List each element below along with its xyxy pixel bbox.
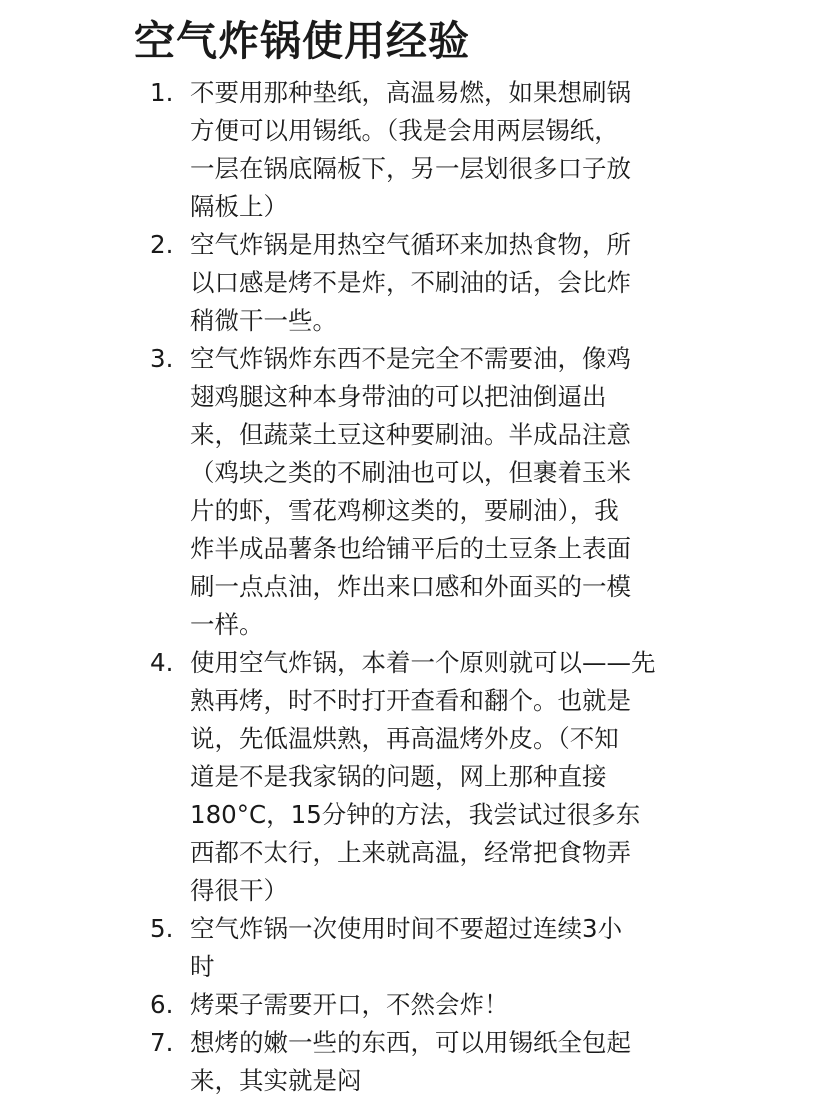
list-item-text <box>190 910 690 986</box>
text-line: 片的虾，雪花鸡柳这类的，要刷油），我 <box>190 496 619 525</box>
list-item-text <box>190 226 690 340</box>
text-line: 时 <box>190 952 215 981</box>
list-item-4 <box>150 644 690 910</box>
list-item-5 <box>150 910 690 986</box>
text-line: 方便可以用锡纸。（我是会用两层锡纸， <box>190 116 619 145</box>
list-item-7 <box>150 1024 690 1100</box>
text-line: 180°C，15分钟的方法，我尝试过很多东 <box>190 800 641 829</box>
text-line: 得很干） <box>190 876 288 905</box>
list-number: 2. <box>150 230 174 259</box>
text-line: 炸半成品薯条也给铺平后的土豆条上表面 <box>190 534 631 563</box>
text-line: 西都不太行，上来就高温，经常把食物弄 <box>190 838 631 867</box>
list-item-2 <box>150 226 690 340</box>
list-number: 3. <box>150 344 174 373</box>
list-item-text <box>190 644 690 910</box>
list-item-6 <box>150 986 690 1024</box>
list-number: 5. <box>150 914 174 943</box>
text-line: 空气炸锅一次使用时间不要超过连续3小 <box>190 914 623 943</box>
list-item-text <box>190 1024 690 1100</box>
text-line: 刷一点点油，炸出来口感和外面买的一模 <box>190 572 631 601</box>
text-line: 烤栗子需要开口，不然会炸！ <box>190 990 509 1019</box>
list-item-text <box>190 74 690 226</box>
text-line: 使用空气炸锅，本着一个原则就可以——先 <box>190 648 656 677</box>
page-title: 空气炸锅使用经验 <box>134 17 470 65</box>
list-item-1 <box>150 74 690 226</box>
text-line: （鸡块之类的不刷油也可以，但裹着玉米 <box>190 458 631 487</box>
text-line: 来，但蔬菜土豆这种要刷油。半成品注意 <box>190 420 631 449</box>
tips-list <box>150 74 690 1100</box>
list-item-3 <box>150 340 690 644</box>
list-number: 1. <box>150 78 174 107</box>
list-item-text <box>190 986 690 1024</box>
text-line: 熟再烤，时不时打开查看和翻个。也就是 <box>190 686 631 715</box>
text-line: 稍微干一些。 <box>190 306 337 335</box>
text-line: 来，其实就是闷 <box>190 1066 362 1095</box>
list-number: 4. <box>150 648 174 677</box>
text-line: 空气炸锅炸东西不是完全不需要油，像鸡 <box>190 344 631 373</box>
list-number: 7. <box>150 1028 174 1057</box>
list-item-text <box>190 340 690 644</box>
text-line: 道是不是我家锅的问题，网上那种直接 <box>190 762 607 791</box>
text-line: 翅鸡腿这种本身带油的可以把油倒逼出 <box>190 382 607 411</box>
text-line: 想烤的嫩一些的东西，可以用锡纸全包起 <box>190 1028 631 1057</box>
text-line: 以口感是烤不是炸，不刷油的话，会比炸 <box>190 268 631 297</box>
text-line: 不要用那种垫纸，高温易燃，如果想刷锅 <box>190 78 631 107</box>
list-number: 6. <box>150 990 174 1019</box>
text-line: 一样。 <box>190 610 264 639</box>
text-line: 一层在锅底隔板下，另一层划很多口子放 <box>190 154 631 183</box>
text-line: 说，先低温烘熟，再高温烤外皮。（不知 <box>190 724 619 753</box>
text-line: 空气炸锅是用热空气循环来加热食物，所 <box>190 230 631 259</box>
text-line: 隔板上） <box>190 192 288 221</box>
